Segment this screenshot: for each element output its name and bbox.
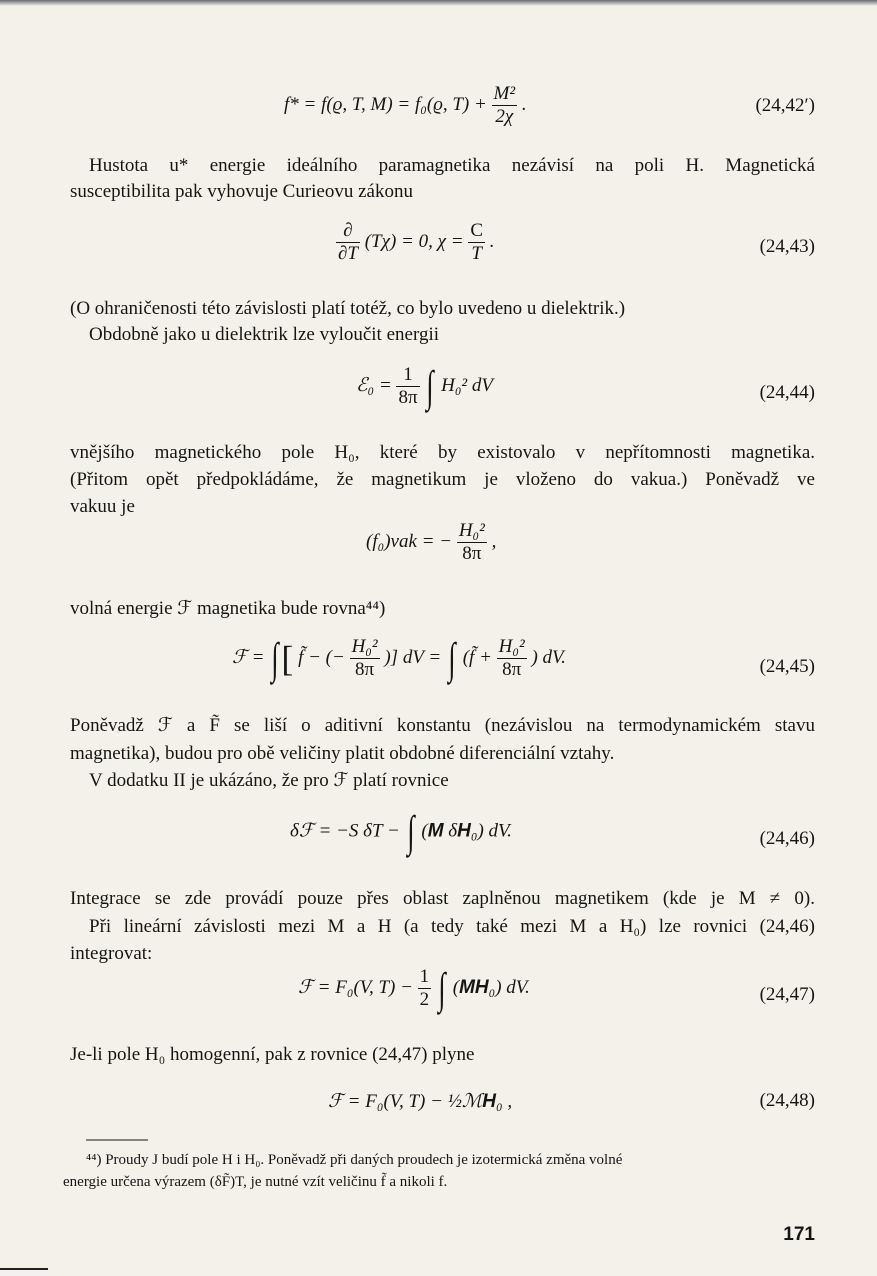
integral-sign: ∫ [426,361,434,411]
equation-24-44: ℰ₀ = $\frac{1}{8\pi}$ ∫ H₀² dV (24,44) [356,361,815,411]
equation-24-47: ℱ = F₀(V, T) − $\frac{1}{2}$ ∫ (MH₀) dV. (24,47) [298,963,815,1013]
paragraph-line: Hustota u* energie ideálního paramagnetika nezávisí na poli H. Magnetická [89,155,815,176]
integral-sign: ∫ [271,633,279,683]
paragraph-line: V dodatku II je ukázáno, že pro ℱ platí rovnice [89,770,449,791]
paragraph-line: (O ohraničenosti této závislosti platí totéž, co bylo uvedeno u dielektrik.) [70,298,626,319]
paragraph-line: vnějšího magnetického pole H₀, které by existovalo v nepřítomnosti magnetika. [70,442,815,463]
eq-lhs: f* = f(ϱ, T, M) = f₀(ϱ, T) + [284,93,487,115]
equation-24-48: ℱ = F₀(V, T) − ½ℳH₀ , (24,48) [328,1090,815,1112]
equation-number: (24,43) [759,236,815,257]
equation-24-45: ℱ = ∫[ f̃ − (− $\frac{\text{H₀²}}{8\pi}$ )] dV = ∫ (f̃ + $\frac{\text{H₀²}}{8\pi}$ ) dV. (24,45) [232,633,815,683]
integral-sign: ∫ [438,963,446,1013]
paragraph-line: Obdobně jako u dielektrik lze vyloučit energii [89,324,439,345]
equation-number: (24,45) [759,656,815,677]
equation-number: (24,46) [759,828,815,849]
footnote-rule [86,1139,148,1141]
paragraph-line: magnetika), budou pro obě veličiny platit obdobné diferenciální vztahy. [70,743,615,764]
scan-mark [0,1268,48,1270]
curie-fraction: $\frac{C}{T}$ [470,220,483,264]
paragraph-line: Integrace se zde provádí pouze přes oblast zaplněnou magnetikem (kde je M ≠ 0). [70,888,815,909]
paragraph-line: (Přitom opět předpokládáme, že magnetikum je vloženo do vakua.) Poněvadž ve [70,469,815,490]
paragraph-line: susceptibilita pak vyhovuje Curieovu zákonu [70,181,413,202]
footnote-line: ⁴⁴) Proudy J budí pole H i H₀. Poněvadž při daných proudech je izotermická změna volné [86,1152,623,1168]
equation-number: (24,42′) [755,95,815,116]
paragraph-line: vakuu je [70,496,135,517]
footnote-line: energie určena výrazem (δF̃)T, je nutné vzít veličinu f̃ a nikoli f. [63,1174,448,1190]
fraction: $\frac{\text{M²}}{2\chi}$ [493,83,516,127]
equation-24-46: δℱ = −S δT − ∫ (M δH₀) dV. (24,46) [290,807,815,856]
scan-edge [0,0,877,6]
paragraph-line: Při lineární závislosti mezi M a H (a tedy také mezi M a H₀) lze rovnici (24,46) [89,916,815,937]
equation-number: (24,47) [759,984,815,1005]
equation-number: (24,48) [759,1090,815,1111]
integral-sign: ∫ [406,807,415,856]
equation-24-42: f* = f(ϱ, T, M) = f₀(ϱ, T) + $\frac{\text{M²}}{2\chi}$ . (24,42′) [284,83,815,127]
paragraph-line: Poněvadž ℱ a F̃ se liší o aditivní konstantu (nezávislou na termodynamickém stavu [70,715,815,736]
paragraph-line: Je-li pole H₀ homogenní, pak z rovnice (24,47) plyne [70,1044,475,1065]
paragraph-line: integrovat: [70,943,153,964]
derivative-fraction: $\frac{\partial}{\partial T}$ [338,220,358,264]
equation-vakuum: (f₀)vak = − $\frac{\text{H₀²}}{8\pi}$ , [366,520,497,564]
paragraph-line: volná energie ℱ magnetika bude rovna⁴⁴) [70,598,386,619]
equation-number: (24,44) [759,382,815,403]
page-number: 171 [783,1224,815,1245]
integral-sign: ∫ [448,633,456,683]
equation-24-43: $\frac{\partial}{\partial T}$ (Tχ) = 0, χ = $\frac{C}{T}$ . (24,43) [338,220,815,264]
